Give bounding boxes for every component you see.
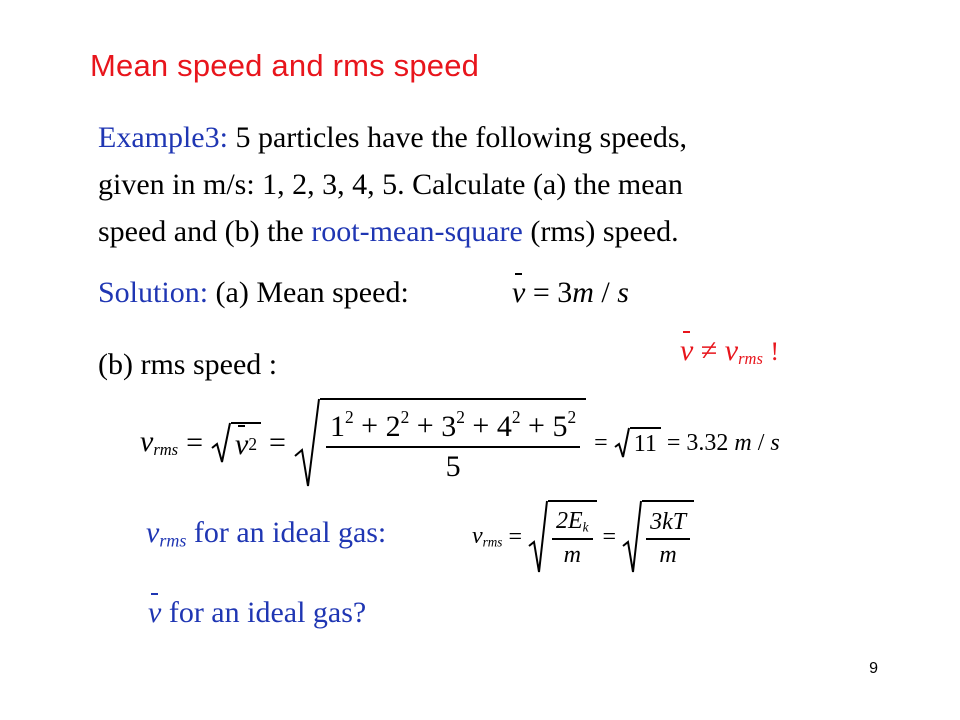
base: 4 — [496, 409, 512, 443]
exponent: 2 — [400, 406, 410, 427]
radical-icon — [622, 500, 642, 574]
v-symbol: v — [724, 334, 739, 367]
thermal-denominator: m — [659, 541, 677, 568]
example-line-3-post: (rms) speed. — [522, 215, 679, 248]
base: 1 — [329, 409, 345, 443]
radicand: 11 — [630, 427, 661, 459]
example-paragraph — [98, 114, 858, 255]
term — [329, 406, 354, 443]
example-line-3-pre: speed and (b) the — [98, 215, 312, 248]
base: 3 — [441, 409, 457, 443]
sqrt-3kt-over-m — [622, 500, 694, 574]
energy-fraction — [552, 508, 593, 568]
ideal-gas-mean-line — [148, 596, 366, 630]
thermal-fraction — [646, 509, 690, 569]
v-symbol: v — [146, 516, 160, 549]
unit-s: s — [617, 276, 629, 309]
v-bar: v — [148, 596, 162, 629]
energy-numerator — [552, 508, 593, 539]
radicand — [548, 500, 597, 574]
radicand — [642, 500, 694, 574]
v-symbol: v — [472, 523, 483, 550]
mean-not-rms-note — [680, 334, 779, 369]
radicand — [231, 422, 261, 464]
equals-sign: = — [186, 426, 204, 459]
v-rms — [472, 523, 502, 550]
radical-icon — [211, 422, 231, 464]
thermal-numerator: 3kT — [646, 509, 690, 540]
solution-label: Solution: — [98, 276, 209, 309]
numerator-text: 2E — [556, 508, 583, 535]
page-number: 9 — [869, 660, 878, 677]
v-bar: v — [680, 334, 694, 367]
equals-sign: = — [532, 276, 550, 309]
term — [496, 406, 521, 443]
radicand — [320, 398, 586, 488]
rms-subscript: rms — [153, 440, 179, 460]
rms-subscript: rms — [738, 349, 763, 369]
exponent: 2 — [567, 406, 577, 427]
not-equal-sign: ≠ — [700, 334, 718, 367]
example-line-1 — [98, 114, 858, 161]
example-line-2: given in m/s: 1, 2, 3, 4, 5. Calculate (a) the mean — [98, 168, 683, 201]
solution-line — [98, 276, 409, 310]
solution-part-a: (a) Mean speed: — [208, 276, 409, 309]
ideal-gas-rms-formula — [472, 500, 694, 574]
plus-sign: + — [361, 409, 379, 443]
rms-result — [594, 427, 780, 459]
term — [441, 406, 465, 443]
sum-numerator — [326, 406, 580, 447]
plus-sign: + — [472, 409, 490, 443]
ideal-gas-rms-line — [146, 516, 386, 552]
radical-icon — [528, 500, 548, 574]
base: 5 — [552, 409, 568, 443]
example-label: Example3: — [98, 121, 228, 154]
exclamation: ! — [770, 337, 780, 366]
v-symbol: v — [140, 425, 154, 459]
v-bar: v — [235, 427, 249, 461]
exponent: 2 — [248, 434, 258, 454]
equals-sign: = — [594, 429, 608, 456]
part-b-label: (b) rms speed : — [98, 348, 278, 381]
base: 2 — [385, 409, 401, 443]
rms-subscript: rms — [159, 530, 187, 551]
unit-slash: / — [757, 429, 765, 456]
rms-subscript: rms — [482, 534, 503, 550]
mean-speed-equation — [512, 276, 629, 310]
sqrt-eleven — [614, 427, 661, 459]
radical-icon — [614, 427, 630, 459]
exponent: 2 — [511, 406, 521, 427]
k-subscript: k — [582, 519, 589, 535]
sum-fraction — [326, 406, 580, 483]
term — [552, 406, 577, 443]
ideal-gas-mean-text: for an ideal gas? — [161, 596, 367, 629]
equals-sign: = — [666, 429, 681, 456]
unit-m: m — [734, 429, 752, 456]
sqrt-sum-fraction — [294, 398, 586, 488]
energy-denominator: m — [563, 541, 581, 568]
ideal-gas-rms-text: for an ideal gas: — [186, 516, 387, 549]
rms-term: root-mean-square — [311, 215, 523, 248]
exponent: 2 — [344, 406, 354, 427]
plus-sign: + — [416, 409, 434, 443]
v-bar: v — [512, 276, 526, 309]
unit-m: m — [572, 276, 594, 309]
exponent: 2 — [456, 406, 465, 427]
rms-equation — [140, 398, 780, 488]
v-rms — [140, 425, 178, 460]
plus-sign: + — [528, 409, 545, 443]
equals-sign: = — [508, 523, 522, 550]
slide-title: Mean speed and rms speed — [90, 48, 480, 83]
radical-icon — [294, 398, 320, 488]
sum-denominator: 5 — [445, 449, 461, 483]
sqrt-v-squared — [211, 422, 261, 464]
rms-value: 3.32 — [686, 429, 729, 456]
example-line-3 — [98, 208, 858, 255]
term — [385, 406, 410, 443]
equals-sign: = — [269, 426, 286, 459]
sqrt-2ek-over-m — [528, 500, 597, 574]
unit-s: s — [770, 429, 780, 456]
mean-value: 3 — [557, 276, 573, 309]
equals-sign: = — [602, 523, 617, 550]
unit-slash: / — [593, 276, 618, 309]
example-line-1-text: 5 particles have the following speeds, — [227, 121, 688, 154]
